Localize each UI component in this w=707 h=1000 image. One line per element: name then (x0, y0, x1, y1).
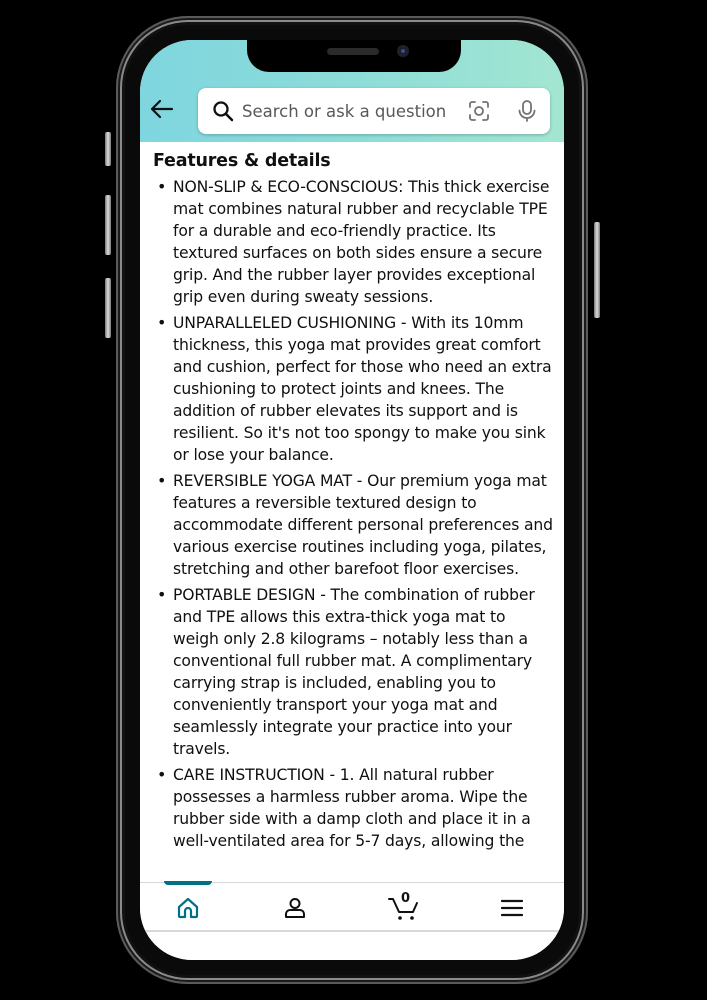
person-icon (283, 896, 307, 920)
section-title: Features & details (153, 151, 331, 171)
home-icon (176, 896, 200, 920)
phone-screen (140, 40, 564, 960)
power-button (594, 222, 600, 318)
back-button[interactable] (148, 95, 176, 123)
bottom-navigation (140, 882, 564, 932)
camera-lens-icon[interactable] (468, 100, 490, 122)
cart-count-badge: 0 (401, 891, 411, 906)
search-input[interactable] (242, 88, 462, 134)
home-indicator-area (140, 934, 564, 960)
search-bar[interactable] (198, 88, 550, 134)
nav-home[interactable] (166, 891, 210, 925)
feature-item: • UNPARALLELED CUSHIONING - With its 10mm thickness, this yoga mat provides great comfort and cushion, perfect for those who need an extra cushioning to protect joints and knees. The addition of rubber elevates its support and is resilient. So it's not too spongy to make you sink or lose your balance. (153, 312, 555, 466)
notch (247, 40, 461, 72)
mute-switch (105, 132, 111, 166)
front-camera (397, 45, 409, 57)
feature-item: • CARE INSTRUCTION - 1. All natural rubber possesses a harmless rubber aroma. Wipe the rubber side with a damp cloth and place it in a well-ventilated area for 5-7 days, allowing the (153, 764, 555, 852)
nav-menu[interactable] (490, 891, 534, 925)
feature-item: • NON-SLIP & ECO-CONSCIOUS: This thick exercise mat combines natural rubber and recyclable TPE for a durable and eco-friendly practice. Its textured surfaces on both sides ensure a secure grip. And the rubber layer provides exceptional grip even during sweaty sessions. (153, 176, 555, 308)
speaker-grille (327, 48, 379, 55)
hamburger-menu-icon (500, 896, 524, 920)
nav-account[interactable] (273, 891, 317, 925)
feature-item: • REVERSIBLE YOGA MAT - Our premium yoga mat features a reversible textured design to accommodate different personal preferences and various exercise routines including yoga, pilates, stretching and other barefoot floor exercises. (153, 470, 555, 580)
volume-up-button (105, 195, 111, 255)
product-details-content[interactable] (140, 142, 564, 882)
nav-cart[interactable] (382, 891, 426, 925)
active-tab-indicator (164, 881, 212, 885)
microphone-icon[interactable] (516, 99, 538, 123)
back-arrow-icon (148, 95, 176, 123)
feature-item: • PORTABLE DESIGN - The combination of rubber and TPE allows this extra-thick yoga mat to weigh only 2.8 kilograms – notably less than a conventional full rubber mat. A complimentary carrying strap is included, enabling you to conveniently transport your yoga mat and seamlessly integrate your practice into your travels. (153, 584, 555, 760)
volume-down-button (105, 278, 111, 338)
feature-list (153, 176, 564, 852)
search-icon[interactable] (212, 100, 234, 122)
